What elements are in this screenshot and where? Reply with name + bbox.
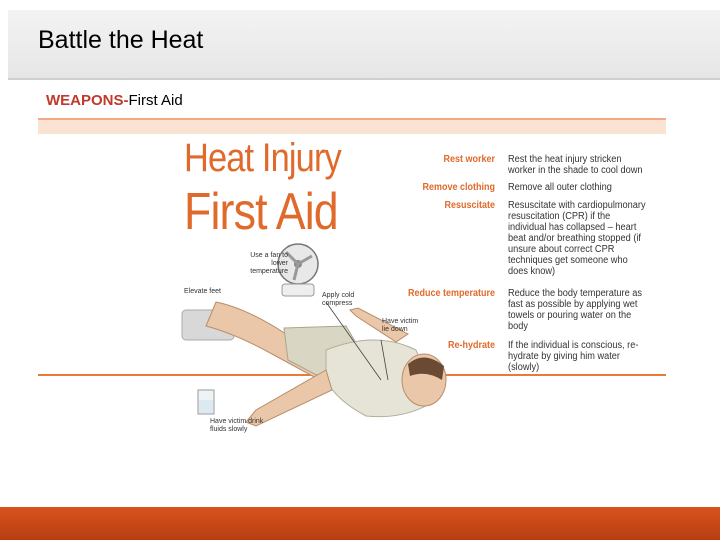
poster-heading-line1: Heat Injury (184, 136, 341, 180)
subtitle-rest: First Aid (128, 92, 183, 109)
water-glass-icon (198, 390, 214, 414)
step-key: Rest worker (443, 154, 495, 165)
callout-compress: Apply cold compress (322, 292, 355, 307)
poster-heading-line2: First Aid (184, 183, 338, 241)
slide-title: Battle the Heat (38, 26, 204, 54)
slide-subtitle (46, 92, 183, 109)
step-value: Rest the heat injury stricken worker in the shade to cool down (508, 154, 643, 176)
callout-fan: Use a fan to lower temperature (250, 252, 288, 275)
step-key: Remove clothing (422, 182, 495, 193)
callout-drink: Have victim drink fluids slowly (210, 418, 264, 433)
step-key: Resuscitate (444, 200, 495, 211)
first-aid-poster (176, 130, 666, 440)
footer-bar (0, 507, 720, 540)
subtitle-accent: WEAPONS- (46, 92, 129, 109)
callout-elevate: Elevate feet (184, 288, 221, 295)
step-value: Resuscitate with cardiopulmonary resuscitation (CPR) if the individual has collapsed – heart beat and/or breathing stopped (if unsure about correct CPR techniques get someone who does know) (508, 200, 646, 277)
step-key: Reduce temperature (407, 288, 495, 299)
step-key: Re-hydrate (447, 340, 495, 351)
step-value: Remove all outer clothing (508, 182, 612, 193)
step-value: Reduce the body temperature as fast as possible by applying wet towels or pouring water on the body (508, 288, 643, 332)
victim-illustration (176, 230, 476, 440)
step-value: If the individual is conscious, re-hydrate by giving him water (slowly) (508, 340, 639, 373)
callout-lie-down: Have victim lie down (382, 318, 419, 333)
